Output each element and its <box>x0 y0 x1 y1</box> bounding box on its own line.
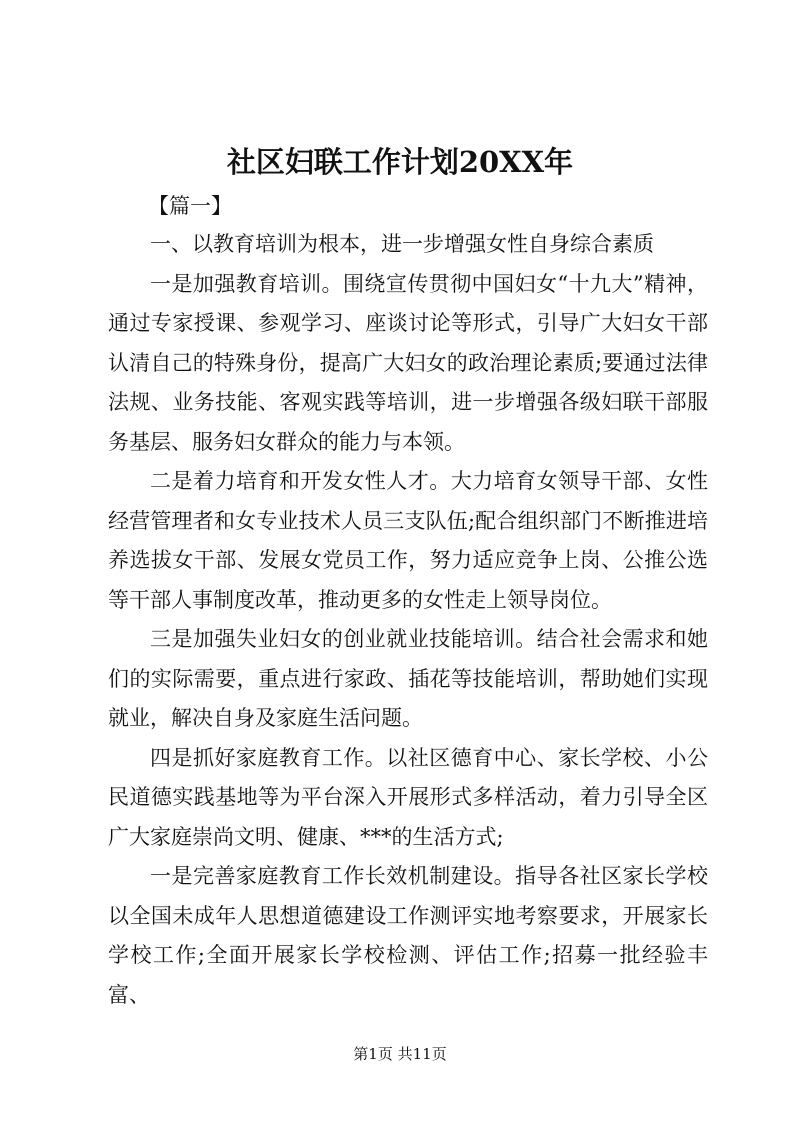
paragraph: 一是加强教育培训。围绕宣传贯彻中国妇女“十九大”精神，通过专家授课、参观学习、座谈讨论等形式，引导广大妇女干部认清自己的特殊身份，提高广大妇女的政治理论素质;要通过法律法规、业务技能、客观实践等培训，进一步增强各级妇联干部服务基层、服务妇女群众的能力与本领。 <box>108 271 708 454</box>
section-label: 【篇一】 <box>148 194 232 218</box>
page-footer: 第1页 共11页 <box>353 1045 447 1063</box>
paragraph: 三是加强失业妇女的创业就业技能培训。结合社会需求和她们的实际需要，重点进行家政、插花等技能培训，帮助她们实现就业，解决自身及家庭生活问题。 <box>108 627 708 730</box>
section-heading: 一、以教育培训为根本，进一步增强女性自身综合素质 <box>150 232 654 256</box>
paragraph: 一是完善家庭教育工作长效机制建设。指导各社区家长学校以全国未成年人思想道德建设工作测评实地考察要求，开展家长学校工作;全面开展家长学校检测、评估工作;招募一批经验丰富、 <box>108 864 708 1007</box>
paragraph: 二是着力培育和开发女性人才。大力培育女领导干部、女性经营管理者和女专业技术人员三支队伍;配合组织部门不断推进培养选拔女干部、发展女党员工作，努力适应竞争上岗、公推公选等干部人事制度改革，推动更多的女性走上领导岗位。 <box>108 469 708 612</box>
document-body <box>108 225 708 1015</box>
paragraph: 四是抓好家庭教育工作。以社区德育中心、家长学校、小公民道德实践基地等为平台深入开展形式多样活动，着力引导全区广大家庭崇尚文明、健康、***的生活方式; <box>108 745 708 849</box>
document-title: 社区妇联工作计划20XX年 <box>226 145 574 179</box>
